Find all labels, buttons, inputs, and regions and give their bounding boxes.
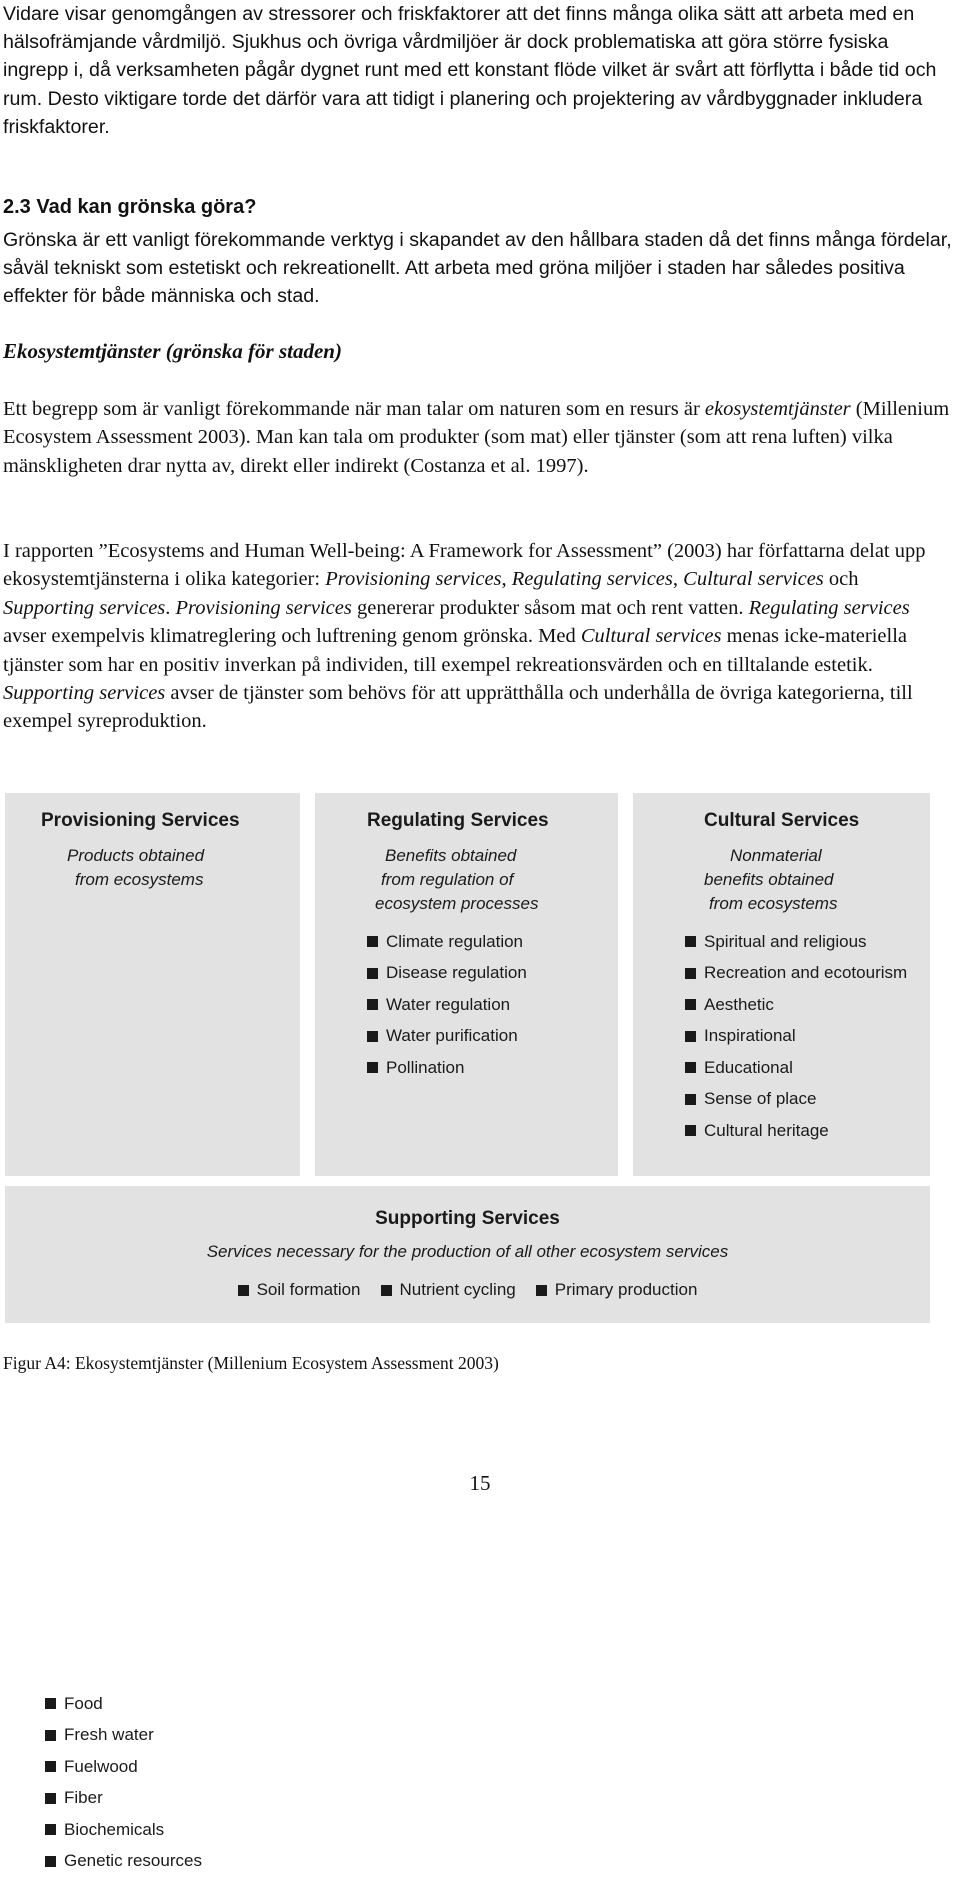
regulating-list [367, 926, 527, 1084]
list-item-label: Cultural heritage [704, 1121, 829, 1141]
list-item-label: Fiber [64, 1788, 103, 1808]
list-item-label: Fuelwood [64, 1757, 138, 1777]
square-bullet-icon [381, 1285, 392, 1296]
list-item-label: Genetic resources [64, 1851, 202, 1871]
cultural-subtitle-line2: benefits obtained [704, 868, 930, 892]
cultural-subtitle-line1: Nonmaterial [704, 844, 930, 868]
square-bullet-icon [685, 1031, 696, 1042]
report-t2: , [502, 568, 512, 590]
list-item [367, 926, 527, 958]
ecosystem-services-subheading: Ekosystemtjänster (grönska för staden) [3, 339, 342, 364]
list-item [45, 1751, 202, 1783]
regulating-subtitle-line2: from regulation of [375, 868, 618, 892]
list-item-label: Food [64, 1694, 103, 1714]
section-heading: 2.3 Vad kan grönska göra? [3, 196, 256, 219]
square-bullet-icon [367, 968, 378, 979]
report-e5: Provisioning services [176, 597, 352, 619]
square-bullet-icon [238, 1285, 249, 1296]
square-bullet-icon [367, 1031, 378, 1042]
list-item [367, 958, 527, 990]
concept-s1: Ett begrepp som är vanligt förekommande när man talar om naturen som en resurs är [3, 398, 705, 420]
report-t4: och [824, 568, 859, 590]
square-bullet-icon [685, 936, 696, 947]
list-item-label: Spiritual and religious [704, 932, 867, 952]
concept-term: ekosystemtjänster [705, 398, 851, 420]
report-e4: Supporting services [3, 597, 165, 619]
list-item-label: Fresh water [64, 1725, 154, 1745]
square-bullet-icon [685, 968, 696, 979]
list-item-label: Nutrient cycling [400, 1280, 516, 1300]
supporting-subtitle: Services necessary for the production of all other ecosystem services [5, 1240, 930, 1264]
list-item [367, 989, 527, 1021]
supporting-title: Supporting Services [5, 1208, 930, 1230]
report-e6: Regulating services [749, 597, 910, 619]
concept-s2: Man kan tala om produkter (som mat) eller tjänster (som att rena luften) vilka mänskligheten drar nytta av, direkt eller indirekt (Costanza et al. 1997). [3, 426, 893, 476]
gronska-text-part1: Grönska är ett vanligt förekommande verktyg i skapandet av den hållbara staden då det finns många fördelar, såväl tekniskt som estetiskt och rekreationellt. [3, 229, 952, 279]
list-item [367, 1052, 527, 1084]
regulating-subtitle [315, 844, 618, 916]
report-t6: genererar produkter såsom mat och rent vatten. [352, 597, 749, 619]
square-bullet-icon [45, 1856, 56, 1867]
list-item [45, 1688, 202, 1720]
provisioning-list [45, 1688, 202, 1877]
supporting-services-box [5, 1186, 930, 1323]
square-bullet-icon [685, 1062, 696, 1073]
square-bullet-icon [367, 936, 378, 947]
provisioning-subtitle [5, 844, 300, 892]
list-item-label: Climate regulation [386, 932, 523, 952]
list-item [381, 1276, 516, 1304]
regulating-subtitle-line3: ecosystem processes [375, 892, 618, 916]
square-bullet-icon [536, 1285, 547, 1296]
supporting-list [5, 1276, 930, 1304]
report-t3: , [673, 568, 683, 590]
list-item-label: Pollination [386, 1058, 464, 1078]
list-item-label: Recreation and ecotourism [704, 963, 907, 983]
list-item [536, 1276, 698, 1304]
cultural-list [685, 926, 907, 1147]
square-bullet-icon [45, 1698, 56, 1709]
list-item [45, 1814, 202, 1846]
gronska-text-part2: Att arbeta med gröna miljöer i staden har således positiva effekter för både människa och stad. [3, 257, 905, 307]
square-bullet-icon [45, 1824, 56, 1835]
provisioning-subtitle-line2: from ecosystems [67, 868, 300, 892]
list-item [45, 1846, 202, 1877]
provisioning-subtitle-line1: Products obtained [67, 844, 300, 868]
list-item-label: Water regulation [386, 995, 510, 1015]
report-t8: menas icke-materiella tjänster som har en positiv inverkan på individen, till exempel rekreationsvärden och en tilltalande estetik. [3, 625, 907, 675]
list-item [367, 1021, 527, 1053]
square-bullet-icon [685, 1094, 696, 1105]
list-item [45, 1783, 202, 1815]
gronska-paragraph [3, 226, 953, 311]
report-t9: avser de tjänster som behövs för att upprätthålla och underhålla de övriga kategorierna, till exempel syreproduktion. [3, 682, 913, 732]
list-item-label: Educational [704, 1058, 793, 1078]
intro-text-part1: Vidare visar genomgången av stressorer och friskfaktorer att det finns många olika sätt att arbeta med en hälsofrämjande vårdmiljö. Sjukhus och övriga vårdmiljöer är dock problematiska att göra större fysiska ingrepp i, då verksamheten pågår dygnet runt med ett konstant flöde vilket är svårt att förflytta i både tid och rum. [3, 3, 936, 110]
regulating-services-box [315, 793, 618, 1176]
report-t1: I rapporten ”Ecosystems and Human Well-being: A Framework for Assessment” (2003) har författarna delat upp ekosystemtjänsterna i olika kategorier: [3, 540, 926, 590]
list-item [45, 1720, 202, 1752]
square-bullet-icon [45, 1730, 56, 1741]
list-item-label: Aesthetic [704, 995, 774, 1015]
list-item-label: Sense of place [704, 1089, 816, 1109]
square-bullet-icon [45, 1761, 56, 1772]
cultural-subtitle-line3: from ecosystems [704, 892, 930, 916]
cultural-services-box [633, 793, 930, 1176]
concept-paragraph [3, 395, 953, 480]
page-number: 15 [0, 1471, 960, 1496]
list-item [685, 1084, 907, 1116]
provisioning-services-box [5, 793, 300, 1176]
list-item [685, 989, 907, 1021]
cultural-title: Cultural Services [633, 810, 930, 832]
provisioning-title: Provisioning Services [5, 810, 300, 832]
list-item [685, 926, 907, 958]
report-t7: avser exempelvis klimatreglering och luftrening genom grönska. Med [3, 625, 581, 647]
intro-paragraph [3, 0, 953, 141]
square-bullet-icon [685, 1125, 696, 1136]
square-bullet-icon [367, 999, 378, 1010]
list-item [685, 958, 907, 990]
report-e8: Supporting services [3, 682, 165, 704]
report-e1: Provisioning services [325, 568, 501, 590]
report-e3: Cultural services [683, 568, 824, 590]
cultural-subtitle [633, 844, 930, 916]
list-item-label: Water purification [386, 1026, 518, 1046]
list-item [685, 1115, 907, 1147]
list-item-label: Soil formation [257, 1280, 361, 1300]
square-bullet-icon [685, 999, 696, 1010]
figure-caption: Figur A4: Ekosystemtjänster (Millenium Ecosystem Assessment 2003) [3, 1353, 499, 1374]
square-bullet-icon [367, 1062, 378, 1073]
report-e2: Regulating services [512, 568, 673, 590]
report-paragraph [3, 537, 953, 736]
list-item-label: Primary production [555, 1280, 698, 1300]
list-item [685, 1052, 907, 1084]
list-item-label: Inspirational [704, 1026, 796, 1046]
report-e7: Cultural services [581, 625, 722, 647]
regulating-title: Regulating Services [315, 810, 618, 832]
regulating-subtitle-line1: Benefits obtained [375, 844, 618, 868]
list-item-label: Biochemicals [64, 1820, 164, 1840]
concept-s1-end: (Millenium Ecosystem Assessment 2003). [3, 398, 949, 448]
list-item [685, 1021, 907, 1053]
list-item-label: Disease regulation [386, 963, 527, 983]
square-bullet-icon [45, 1793, 56, 1804]
report-t5: . [165, 597, 175, 619]
intro-text-part2: Desto viktigare torde det därför vara att tidigt i planering och projektering av vårdbyggnader inkludera friskfaktorer. [3, 88, 922, 138]
list-item [238, 1276, 361, 1304]
